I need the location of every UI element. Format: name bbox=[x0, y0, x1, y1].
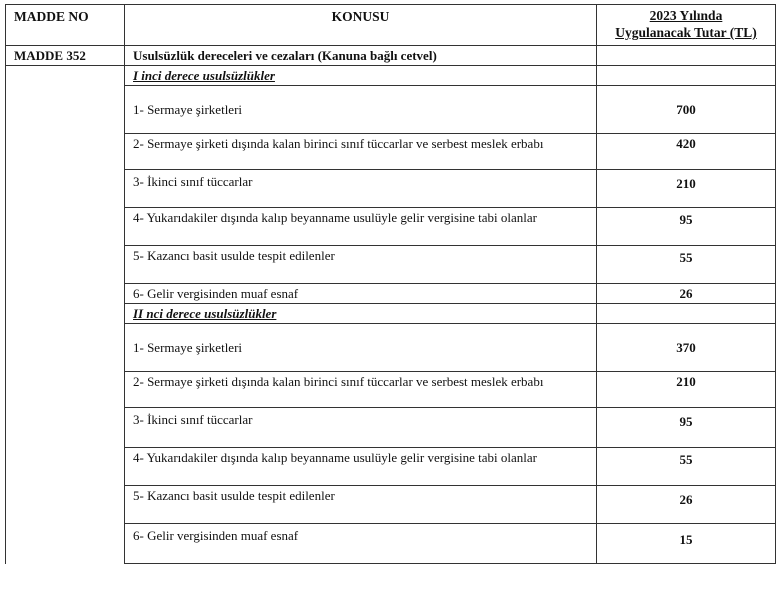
section-title: I inci derece usulsüzlükler bbox=[125, 66, 597, 86]
item-amount: 370 bbox=[597, 324, 776, 372]
item-amount: 95 bbox=[597, 208, 776, 246]
item-amount: 210 bbox=[597, 372, 776, 408]
item-amount: 26 bbox=[597, 284, 776, 304]
item-text: 2- Sermaye şirketi dışında kalan birinci sınıf tüccarlar ve serbest meslek erbabı bbox=[125, 134, 597, 170]
header-tutar bbox=[597, 5, 776, 46]
madde-title: Usulsüzlük dereceleri ve cezaları (Kanuna bağlı cetvel) bbox=[125, 46, 597, 66]
item-text: 2- Sermaye şirketi dışında kalan birinci sınıf tüccarlar ve serbest meslek erbabı bbox=[125, 372, 597, 408]
madde-number: MADDE 352 bbox=[6, 46, 125, 66]
header-madde-no: MADDE NO bbox=[6, 5, 125, 46]
item-amount: 15 bbox=[597, 524, 776, 564]
item-amount: 55 bbox=[597, 448, 776, 486]
item-text: 6- Gelir vergisinden muaf esnaf bbox=[125, 284, 597, 304]
item-text: 6- Gelir vergisinden muaf esnaf bbox=[125, 524, 597, 564]
item-amount: 55 bbox=[597, 246, 776, 284]
item-amount: 26 bbox=[597, 486, 776, 524]
item-text: 1- Sermaye şirketleri bbox=[125, 324, 597, 372]
header-tutar-line1: 2023 Yılında bbox=[649, 8, 723, 23]
item-text: 1- Sermaye şirketleri bbox=[125, 86, 597, 134]
header-konusu: KONUSU bbox=[125, 5, 597, 46]
item-text: 4- Yukarıdakiler dışında kalıp beyanname usulüyle gelir vergisine tabi olanlar bbox=[125, 208, 597, 246]
tax-penalty-table bbox=[5, 4, 776, 564]
item-text: 5- Kazancı basit usulde tespit edilenler bbox=[125, 486, 597, 524]
item-text: 5- Kazancı basit usulde tespit edilenler bbox=[125, 246, 597, 284]
header-row bbox=[6, 5, 776, 46]
item-amount: 210 bbox=[597, 170, 776, 208]
item-text: 4- Yukarıdakiler dışında kalıp beyanname usulüyle gelir vergisine tabi olanlar bbox=[125, 448, 597, 486]
item-amount: 700 bbox=[597, 86, 776, 134]
item-text: 3- İkinci sınıf tüccarlar bbox=[125, 408, 597, 448]
item-text: 3- İkinci sınıf tüccarlar bbox=[125, 170, 597, 208]
section-title-row bbox=[6, 66, 776, 86]
section-title-row bbox=[6, 304, 776, 324]
section-title: II nci derece usulsüzlükler bbox=[125, 304, 597, 324]
item-amount: 420 bbox=[597, 134, 776, 170]
item-amount: 95 bbox=[597, 408, 776, 448]
header-tutar-line2: Uygulanacak Tutar (TL) bbox=[615, 25, 757, 40]
madde-row bbox=[6, 46, 776, 66]
